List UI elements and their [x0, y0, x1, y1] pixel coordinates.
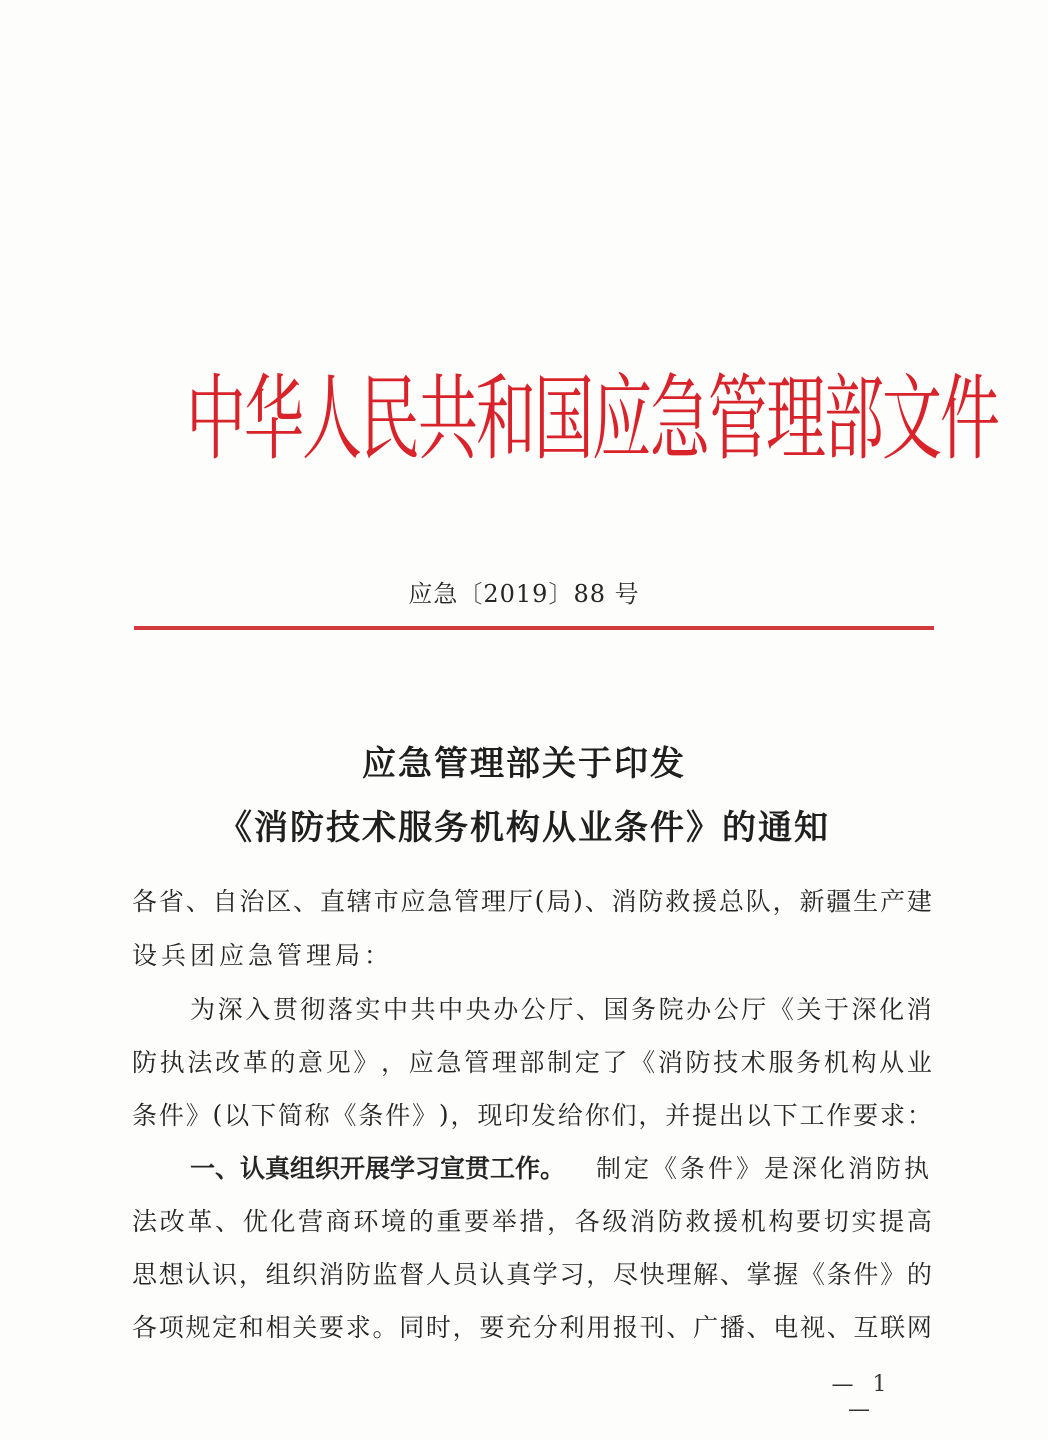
body-char: 定	[574, 1048, 600, 1077]
body-char: 落	[327, 995, 353, 1024]
body-char: 、	[293, 887, 319, 916]
body-char: 给	[557, 1101, 583, 1130]
body-char: 充	[506, 1313, 532, 1342]
body-char: ，	[238, 1260, 264, 1289]
body-char: 利	[559, 1313, 585, 1342]
body-char: 员	[452, 1260, 478, 1289]
body-char: 环	[353, 1207, 379, 1236]
body-char: 解	[693, 1260, 719, 1289]
body-line-6-rest: 制定《条件》是深化消防执	[595, 1154, 932, 1183]
body-char: 优	[242, 1207, 268, 1236]
body-char: )	[573, 885, 583, 915]
body-char: 理	[491, 1048, 517, 1077]
body-char: 、	[719, 1260, 745, 1289]
body-char: 。	[372, 1313, 398, 1342]
body-char: 各	[132, 1313, 158, 1342]
header-char: 人	[302, 365, 362, 475]
body-char: 们	[611, 1101, 637, 1130]
body-char: 《	[630, 1048, 656, 1077]
header-char: 件	[940, 365, 1000, 475]
header-char: 共	[418, 365, 478, 475]
body-char: 疆	[826, 887, 852, 916]
body-char: 执	[159, 1048, 185, 1077]
body-char: 各	[132, 887, 158, 916]
body-char: 重	[436, 1207, 462, 1236]
body-char: 消	[906, 995, 932, 1024]
body-char: 革	[242, 1048, 268, 1077]
body-char: ，	[586, 1260, 612, 1289]
body-char: 电	[773, 1313, 799, 1342]
body-line-3	[190, 988, 932, 1028]
body-char: 彻	[300, 995, 326, 1024]
body-char: 级	[602, 1207, 628, 1236]
body-char: 管	[454, 887, 480, 916]
body-char: 防	[345, 1260, 371, 1289]
body-char: 、	[185, 887, 211, 916]
body-char: 了	[602, 1048, 628, 1077]
body-char: 刊	[639, 1313, 665, 1342]
body-char: 急	[436, 1048, 462, 1077]
body-char: 要	[853, 1101, 879, 1130]
body-char: 思	[132, 1260, 158, 1289]
body-char: 服	[768, 1048, 794, 1077]
body-char: ，	[638, 1101, 664, 1130]
notice-title-line2: 《消防技术服务机构从业条件》的通知	[218, 808, 830, 848]
body-char: 条	[358, 1101, 384, 1130]
body-char: 广	[693, 1313, 719, 1342]
body-char: 报	[612, 1313, 638, 1342]
body-char: 组	[265, 1260, 291, 1289]
body-char: 关	[796, 995, 822, 1024]
body-char: 提	[879, 1207, 905, 1236]
body-char: 中	[438, 995, 464, 1024]
body-char: 办	[686, 995, 712, 1024]
body-char: 时	[425, 1313, 451, 1342]
body-char: 互	[853, 1313, 879, 1342]
body-char: 国	[603, 995, 629, 1024]
body-char: 项	[158, 1313, 184, 1342]
body-char: 法	[187, 1048, 213, 1077]
body-line-9	[132, 1306, 932, 1346]
body-char: 、	[826, 1313, 852, 1342]
body-char: 网	[906, 1313, 932, 1342]
body-char: 掌	[746, 1260, 772, 1289]
body-char: 新	[799, 887, 825, 916]
body-char: 防	[657, 1207, 683, 1236]
header-char: 国	[534, 365, 594, 475]
body-char: 法	[132, 1207, 158, 1236]
body-char: 自	[212, 887, 238, 916]
body-char: 贯	[272, 995, 298, 1024]
body-char: 定	[212, 1313, 238, 1342]
header-char: 理	[766, 365, 826, 475]
page-number: — 1 —	[831, 1372, 893, 1422]
body-char: 《	[799, 1260, 825, 1289]
body-char: ，	[547, 1207, 573, 1236]
body-char: 深	[851, 995, 877, 1024]
body-char: 》	[412, 1101, 438, 1130]
body-line-2: 设兵团应急管理局：	[132, 941, 394, 970]
body-char: 习	[559, 1260, 585, 1289]
body-char: 辖	[346, 887, 372, 916]
body-char: 学	[532, 1260, 558, 1289]
body-char: )	[438, 1099, 449, 1129]
body-char: 改	[159, 1207, 185, 1236]
body-char: 快	[639, 1260, 665, 1289]
body-char: 技	[713, 1048, 739, 1077]
body-char: 织	[292, 1260, 318, 1289]
body-char: 举	[491, 1207, 517, 1236]
body-char: 印	[504, 1101, 530, 1130]
body-char: 为	[190, 995, 216, 1024]
body-line-5	[132, 1094, 932, 1134]
body-char: 援	[692, 887, 718, 916]
body-char: 公	[713, 995, 739, 1024]
body-char: 用	[586, 1313, 612, 1342]
header-char: 和	[476, 365, 536, 475]
body-char: 中	[382, 995, 408, 1024]
body-char: 规	[185, 1313, 211, 1342]
body-char: 和	[238, 1313, 264, 1342]
body-char: 握	[773, 1260, 799, 1289]
document-number: 应急〔2019〕88 号	[408, 580, 640, 608]
body-char: 播	[719, 1313, 745, 1342]
body-char: ：	[906, 1101, 932, 1130]
body-char: 队	[745, 887, 771, 916]
body-char: 称	[304, 1101, 330, 1130]
body-char: 工	[799, 1101, 825, 1130]
body-char: (	[212, 1099, 223, 1129]
header-char: 民	[360, 365, 420, 475]
header-char: 部	[824, 365, 884, 475]
body-char: 援	[713, 1207, 739, 1236]
body-char: 作	[826, 1101, 852, 1130]
body-char: 共	[410, 995, 436, 1024]
header-char: 华	[244, 365, 304, 475]
body-char: 想	[158, 1260, 184, 1289]
body-char: 措	[519, 1207, 545, 1236]
body-char: 视	[799, 1313, 825, 1342]
body-char: 革	[187, 1207, 213, 1236]
body-char: 件	[853, 1260, 879, 1289]
body-char: 厅	[507, 887, 533, 916]
body-char: 术	[740, 1048, 766, 1077]
body-char: 求	[879, 1101, 905, 1130]
body-char: 救	[685, 1207, 711, 1236]
body-char: 件	[385, 1101, 411, 1130]
body-char: 》	[353, 1048, 379, 1077]
body-char: 消	[657, 1048, 683, 1077]
body-char: 高	[906, 1207, 932, 1236]
body-line-7	[132, 1200, 932, 1240]
body-char: 制	[547, 1048, 573, 1077]
body-char: 现	[477, 1101, 503, 1130]
body-char: 入	[245, 995, 271, 1024]
body-char: 区	[266, 887, 292, 916]
body-char: 相	[265, 1313, 291, 1342]
body-char: 发	[531, 1101, 557, 1130]
body-char: 以	[745, 1101, 771, 1130]
body-char: 》	[185, 1101, 211, 1130]
body-char: 防	[132, 1048, 158, 1077]
body-char: 省	[158, 887, 184, 916]
body-char: 、	[215, 1207, 241, 1236]
body-char: 应	[408, 1048, 434, 1077]
body-char: 识	[212, 1260, 238, 1289]
body-char: 机	[823, 1048, 849, 1077]
body-char: 的	[270, 1048, 296, 1077]
body-char: 营	[298, 1207, 324, 1236]
body-char: 实	[851, 1207, 877, 1236]
body-char: 同	[399, 1313, 425, 1342]
body-char: 业	[906, 1048, 932, 1077]
body-char: 理	[666, 1260, 692, 1289]
body-char: 下	[772, 1101, 798, 1130]
body-char: 条	[132, 1101, 158, 1130]
body-line-1	[132, 880, 932, 920]
body-char: 切	[823, 1207, 849, 1236]
body-char: 从	[879, 1048, 905, 1077]
body-char: 求	[345, 1313, 371, 1342]
body-char: 、	[584, 887, 610, 916]
body-char: 并	[665, 1101, 691, 1130]
body-char: 简	[277, 1101, 303, 1130]
body-char: 务	[631, 995, 657, 1024]
body-char: 化	[879, 995, 905, 1024]
header-char: 中	[186, 365, 246, 475]
body-char: 》	[880, 1260, 906, 1289]
body-char: 《	[768, 995, 794, 1024]
body-char: 化	[270, 1207, 296, 1236]
body-char: 消	[611, 887, 637, 916]
body-char: 见	[325, 1048, 351, 1077]
body-char: 关	[292, 1313, 318, 1342]
body-char: 下	[250, 1101, 276, 1130]
body-char: 认	[185, 1260, 211, 1289]
body-char: 你	[584, 1101, 610, 1130]
body-char: 监	[372, 1260, 398, 1289]
body-char: 建	[906, 887, 932, 916]
body-char: 、	[666, 1313, 692, 1342]
header-char: 文	[882, 365, 942, 475]
body-char: 产	[879, 887, 905, 916]
body-char: 要	[796, 1207, 822, 1236]
body-char: 公	[520, 995, 546, 1024]
body-char: 件	[158, 1101, 184, 1130]
body-char: 应	[400, 887, 426, 916]
body-char: 办	[493, 995, 519, 1024]
body-char: 理	[480, 887, 506, 916]
body-char: 直	[319, 887, 345, 916]
body-char: 人	[425, 1260, 451, 1289]
body-char: 《	[331, 1101, 357, 1130]
body-char: 的	[408, 1207, 434, 1236]
header-char: 应	[592, 365, 652, 475]
body-char: 提	[692, 1101, 718, 1130]
body-char: 务	[796, 1048, 822, 1077]
body-char: 督	[399, 1260, 425, 1289]
section-heading-1: 一、认真组织开展学习宣贯工作。	[190, 1154, 566, 1183]
body-char: 于	[823, 995, 849, 1024]
body-char: 总	[718, 887, 744, 916]
body-char: ，	[381, 1048, 407, 1077]
body-char: 实	[355, 995, 381, 1024]
body-char: ，	[450, 1101, 476, 1130]
body-char: 条	[826, 1260, 852, 1289]
body-line-4	[132, 1041, 932, 1081]
body-char: 出	[718, 1101, 744, 1130]
body-char: 急	[427, 887, 453, 916]
body-char: 要	[464, 1207, 490, 1236]
body-char: 救	[665, 887, 691, 916]
body-char: 部	[519, 1048, 545, 1077]
body-char: 防	[638, 887, 664, 916]
body-char: 消	[319, 1260, 345, 1289]
notice-title-line1: 应急管理部关于印发	[362, 744, 686, 784]
header-char: 管	[708, 365, 768, 475]
body-char: 联	[880, 1313, 906, 1342]
body-char: 防	[685, 1048, 711, 1077]
red-separator-line	[134, 626, 934, 630]
body-char: 管	[464, 1048, 490, 1077]
body-char: (	[534, 885, 545, 915]
body-char: 分	[532, 1313, 558, 1342]
body-char: 的	[906, 1260, 932, 1289]
body-char: 构	[768, 1207, 794, 1236]
body-line-8	[132, 1253, 932, 1293]
body-char: 深	[217, 995, 243, 1024]
body-char: 要	[319, 1313, 345, 1342]
body-char: 局	[546, 887, 572, 916]
body-char: 厅	[741, 995, 767, 1024]
body-char: 构	[851, 1048, 877, 1077]
body-char: 治	[239, 887, 265, 916]
body-char: 商	[325, 1207, 351, 1236]
body-char: 厅	[548, 995, 574, 1024]
body-char: 各	[574, 1207, 600, 1236]
body-char: 生	[853, 887, 879, 916]
body-char: 、	[575, 995, 601, 1024]
body-char: 意	[298, 1048, 324, 1077]
body-char: 认	[479, 1260, 505, 1289]
body-char: 院	[658, 995, 684, 1024]
body-char: 尽	[612, 1260, 638, 1289]
body-char: 机	[740, 1207, 766, 1236]
red-header-title	[186, 330, 1000, 510]
header-char: 急	[650, 365, 710, 475]
body-char: 境	[381, 1207, 407, 1236]
body-char: 市	[373, 887, 399, 916]
body-char: 要	[479, 1313, 505, 1342]
body-char: 以	[224, 1101, 250, 1130]
body-char: 央	[465, 995, 491, 1024]
body-char: 消	[630, 1207, 656, 1236]
body-char: ，	[452, 1313, 478, 1342]
body-line-6	[190, 1147, 932, 1187]
body-char: 真	[506, 1260, 532, 1289]
body-char: ，	[772, 887, 798, 916]
body-char: 、	[746, 1313, 772, 1342]
body-char: 改	[215, 1048, 241, 1077]
